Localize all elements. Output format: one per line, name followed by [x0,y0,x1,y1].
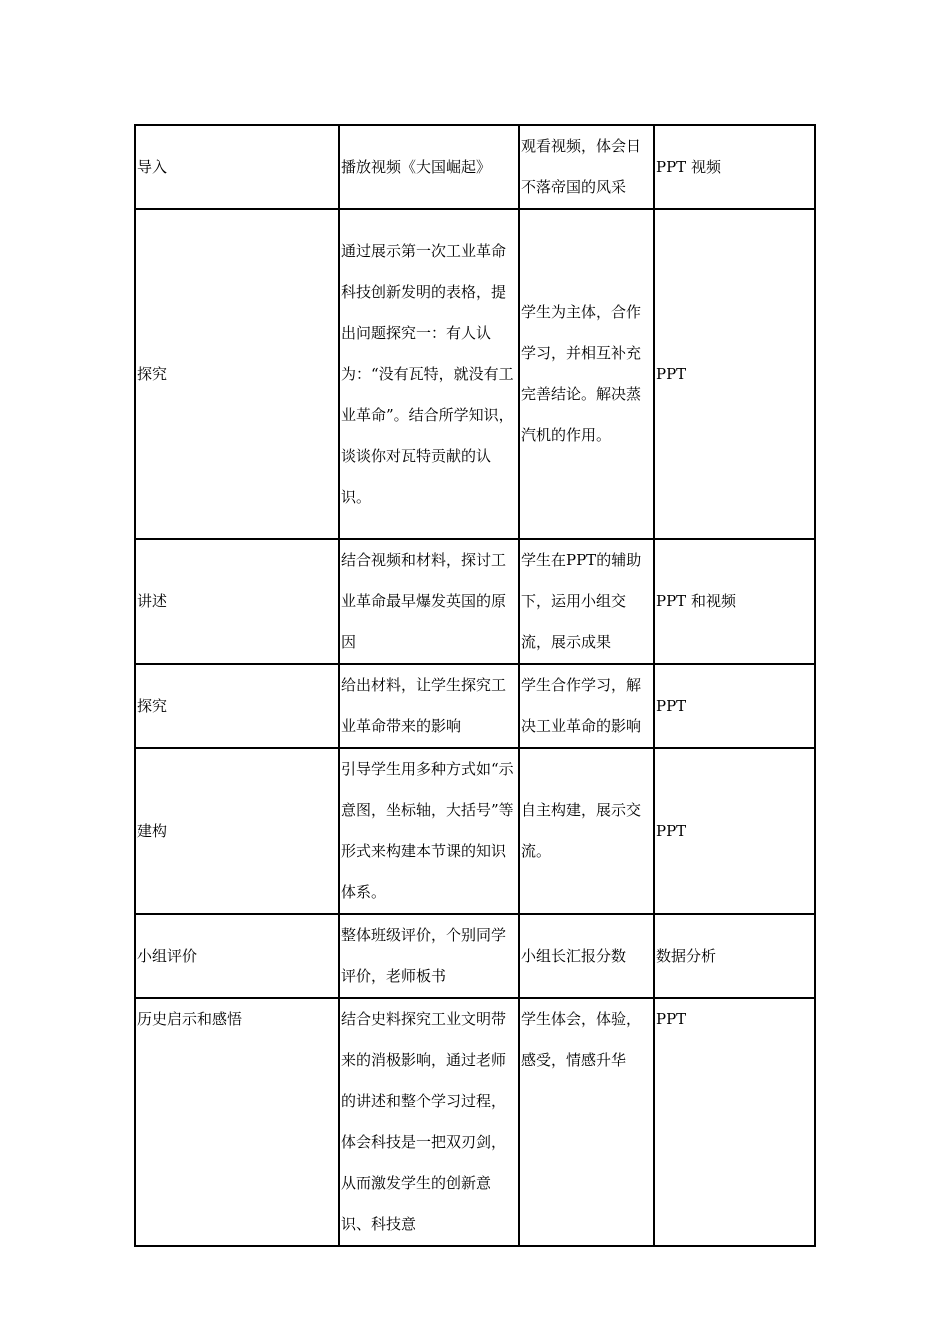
media-text: 数据分析 [656,946,717,965]
student-activity-text: 学生在PPT的辅助下，运用小组交流，展示成果 [521,551,642,651]
student-activity-cell [519,125,654,209]
student-activity-text: 小组长汇报分数 [521,946,627,965]
media-text: PPT [656,696,687,715]
table-row [135,125,815,209]
media-text: PPT [656,821,687,840]
teacher-activity-text: 整体班级评价，个别同学评价，老师板书 [341,926,507,985]
teacher-activity-cell [339,664,519,748]
stage-text: 小组评价 [137,946,198,965]
stage-text: 导入 [137,157,168,176]
teacher-activity-text: 结合视频和材料，探讨工业革命最早爆发英国的原因 [341,551,507,651]
student-activity-text: 观看视频，体会日不落帝国的风采 [521,137,642,196]
lesson-plan-table [134,124,816,1247]
student-activity-text: 学生体会，体验，感受，情感升华 [521,1010,642,1069]
teacher-activity-text: 播放视频《大国崛起》 [341,157,492,176]
table-row [135,664,815,748]
table-row [135,209,815,539]
table-row [135,748,815,914]
media-cell [654,664,815,748]
table-row [135,914,815,998]
stage-text: 讲述 [137,592,168,610]
media-cell [654,748,815,914]
stage-cell [135,209,339,539]
teacher-activity-cell [339,998,519,1246]
stage-cell [135,748,339,914]
student-activity-cell [519,998,654,1246]
stage-cell [135,539,339,664]
teacher-activity-text: 通过展示第一次工业革命科技创新发明的表格，提出问题探究一：有人认为：“没有瓦特，就没有工业革命”。结合所学知识，谈谈你对瓦特贡献的认识。 [341,241,514,506]
stage-cell [135,914,339,998]
teacher-activity-cell [339,748,519,914]
stage-cell [135,125,339,209]
student-activity-text: 自主构建，展示交流。 [521,801,642,860]
table-row [135,998,815,1246]
media-text: PPT 视频 [656,157,721,176]
teacher-activity-cell [339,125,519,209]
teacher-activity-cell [339,539,519,664]
media-cell [654,125,815,209]
teacher-activity-text: 引导学生用多种方式如“示意图，坐标轴，大括号”等形式来构建本节课的知识体系。 [341,760,514,901]
media-cell [654,998,815,1246]
media-cell [654,539,815,664]
stage-text: 探究 [137,696,168,715]
media-cell [654,209,815,539]
student-activity-text: 学生合作学习，解决工业革命的影响 [521,676,642,735]
media-text: PPT [656,364,687,383]
teacher-activity-cell [339,209,519,539]
student-activity-cell [519,748,654,914]
student-activity-cell [519,209,654,539]
stage-text: 探究 [137,364,168,383]
stage-text: 历史启示和感悟 [137,1010,243,1028]
student-activity-cell [519,914,654,998]
media-text: PPT 和视频 [656,592,736,610]
media-cell [654,914,815,998]
student-activity-cell [519,664,654,748]
teacher-activity-text: 结合史料探究工业文明带来的消极影响，通过老师的讲述和整个学习过程，体会科技是一把双刃剑，从而激发学生的创新意识、科技意 [341,1010,507,1233]
student-activity-text: 学生为主体，合作学习，并相互补充完善结论。解决蒸汽机的作用。 [521,303,642,444]
teacher-activity-cell [339,914,519,998]
media-text: PPT [656,1010,687,1028]
stage-text: 建构 [137,821,168,840]
student-activity-cell [519,539,654,664]
stage-cell [135,664,339,748]
table-row [135,539,815,664]
teacher-activity-text: 给出材料，让学生探究工业革命带来的影响 [341,676,507,735]
stage-cell [135,998,339,1246]
